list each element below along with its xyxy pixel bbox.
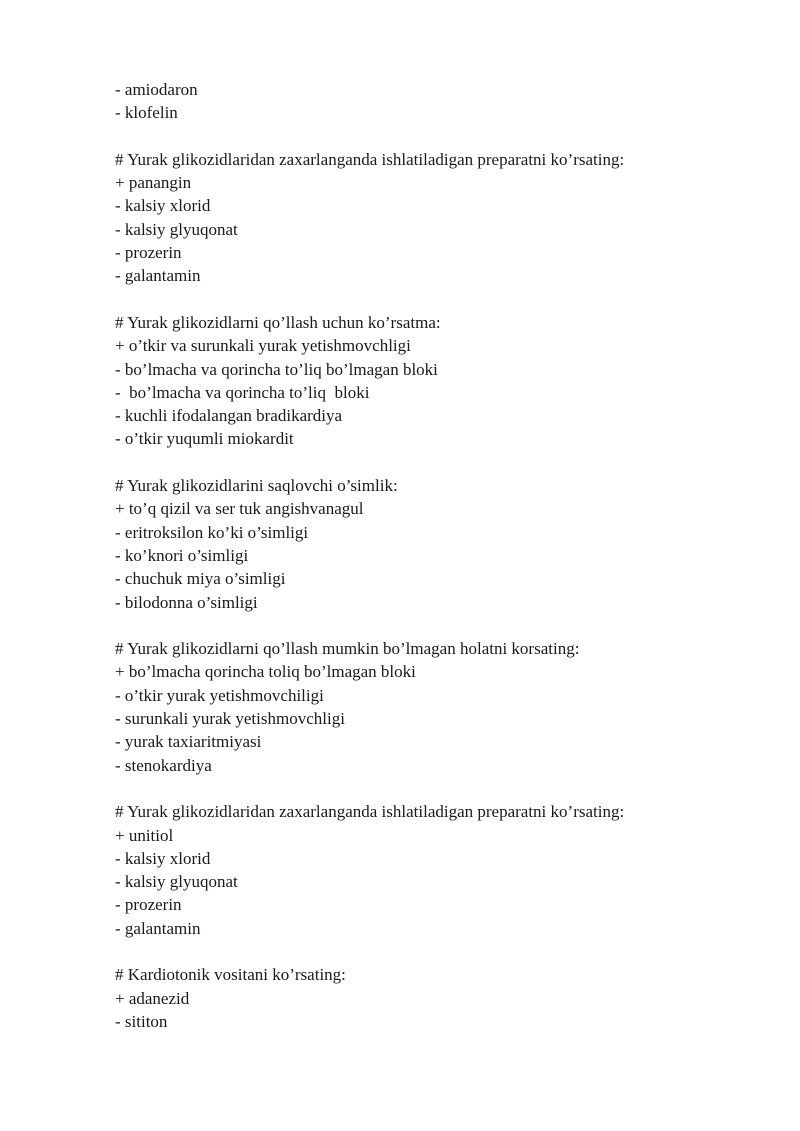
answer-option: + adanezid (115, 988, 190, 1008)
answer-option: - galantamin (115, 918, 201, 938)
answer-option: - surunkali yurak yetishmovchligi (115, 709, 345, 729)
answer-option: - kalsiy xlorid (115, 196, 211, 216)
answer-option: + o’tkir va surunkali yurak yetishmovchligi (115, 336, 411, 356)
blank-line (115, 777, 755, 800)
question-text: # Yurak glikozidlarni qo’llash mumkin bo’lmagan holatni korsating: (115, 639, 580, 659)
answer-option: - bo’lmacha va qorincha to’liq bo’lmagan bloki (115, 359, 438, 379)
intro-line: - klofelin (115, 103, 178, 123)
answer-option: - kalsiy xlorid (115, 848, 211, 868)
answer-option: - galantamin (115, 266, 201, 286)
answer-option: - chuchuk miya o’simligi (115, 569, 286, 589)
document-text (115, 78, 755, 1033)
question-text: # Yurak glikozidlaridan zaxarlanganda ishlatiladigan preparatni ko’rsating: (115, 802, 625, 822)
answer-option: - o’tkir yuqumli miokardit (115, 429, 294, 449)
answer-option: + panangin (115, 173, 192, 193)
blank-line (115, 451, 755, 474)
answer-option: - kuchli ifodalangan bradikardiya (115, 406, 343, 426)
blank-line (115, 614, 755, 637)
answer-option: - yurak taxiaritmiyasi (115, 732, 262, 752)
question-text: # Kardiotonik vositani ko’rsating: (115, 965, 346, 985)
answer-option: - eritroksilon ko’ki o’simligi (115, 522, 309, 542)
answer-option: - o’tkir yurak yetishmovchiligi (115, 685, 324, 705)
blank-line (115, 288, 755, 311)
answer-option: - bilodonna o’simligi (115, 592, 258, 612)
answer-option: + bo’lmacha qorincha toliq bo’lmagan bloki (115, 662, 416, 682)
answer-option: - prozerin (115, 243, 182, 263)
blank-line (115, 125, 755, 148)
answer-option: - prozerin (115, 895, 182, 915)
answer-option: - kalsiy glyuqonat (115, 872, 238, 892)
answer-option: + unitiol (115, 825, 174, 845)
answer-option: - ko’knori o’simligi (115, 545, 249, 565)
answer-option: - kalsiy glyuqonat (115, 219, 238, 239)
answer-option: - bo’lmacha va qorincha to’liq bloki (115, 382, 370, 402)
blank-line (115, 940, 755, 963)
question-text: # Yurak glikozidlaridan zaxarlanganda ishlatiladigan preparatni ko’rsating: (115, 149, 625, 169)
answer-option: + to’q qizil va ser tuk angishvanagul (115, 499, 364, 519)
answer-option: - stenokardiya (115, 755, 212, 775)
question-text: # Yurak glikozidlarni qo’llash uchun ko’rsatma: (115, 312, 441, 332)
intro-line: - amiodaron (115, 80, 198, 99)
question-text: # Yurak glikozidlarini saqlovchi o’simlik: (115, 476, 398, 496)
answer-option: - sititon (115, 1011, 168, 1031)
